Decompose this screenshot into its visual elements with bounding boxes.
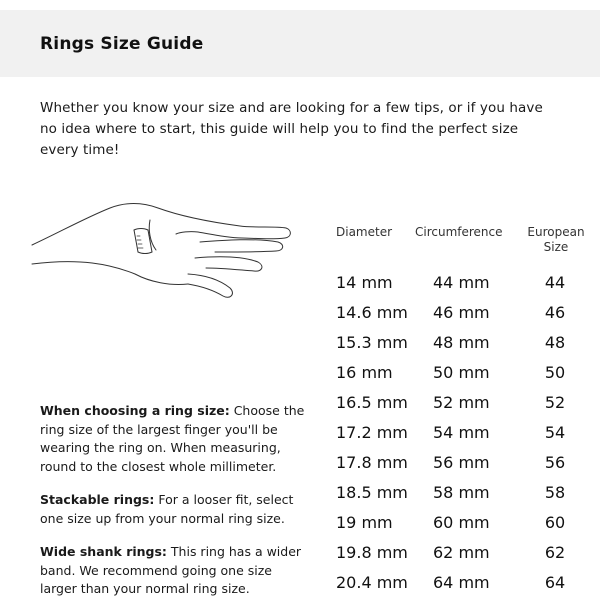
cell-diameter: 17.2 mm xyxy=(336,423,408,442)
header-european-line1: European xyxy=(527,225,585,239)
cell-diameter: 16.5 mm xyxy=(336,393,408,412)
cell-european-size: 54 xyxy=(544,423,566,442)
cell-diameter: 19.8 mm xyxy=(336,543,408,562)
cell-european-size: 56 xyxy=(544,453,566,472)
cell-diameter: 16 mm xyxy=(336,363,393,382)
tip-label: When choosing a ring size: xyxy=(40,403,230,418)
tip-stackable xyxy=(40,491,308,528)
cell-diameter: 17.8 mm xyxy=(336,453,408,472)
cell-diameter: 15.3 mm xyxy=(336,333,408,352)
cell-diameter: 18.5 mm xyxy=(336,483,408,502)
tip-text: This ring has a wider band. We recommend going one size larger than your normal ring size. xyxy=(40,544,302,596)
cell-european-size: 52 xyxy=(544,393,566,412)
cell-circumference: 56 mm xyxy=(433,453,490,472)
cell-diameter: 19 mm xyxy=(336,513,393,532)
tip-ring-size xyxy=(40,402,308,476)
tip-text: Choose the ring size of the largest finger you'll be wearing the ring on. When measuring, round to the closest whole millimeter. xyxy=(40,403,305,474)
cell-diameter: 14.6 mm xyxy=(336,303,408,322)
cell-european-size: 60 xyxy=(544,513,566,532)
tip-label: Wide shank rings: xyxy=(40,544,167,559)
cell-european-size: 62 xyxy=(544,543,566,562)
cell-circumference: 62 mm xyxy=(433,543,490,562)
table-row xyxy=(333,327,593,357)
cell-circumference: 44 mm xyxy=(433,273,490,292)
table-row xyxy=(333,387,593,417)
tip-wide-shank xyxy=(40,543,308,599)
cell-diameter: 20.4 mm xyxy=(336,573,408,592)
header-diameter: Diameter xyxy=(336,225,393,239)
tips-section xyxy=(40,402,308,600)
table-header xyxy=(333,225,593,267)
cell-european-size: 58 xyxy=(544,483,566,502)
page-title: Rings Size Guide xyxy=(40,34,204,54)
cell-circumference: 48 mm xyxy=(433,333,490,352)
table-row xyxy=(333,417,593,447)
table-body xyxy=(333,267,593,597)
cell-circumference: 54 mm xyxy=(433,423,490,442)
header-european-size xyxy=(521,225,591,255)
cell-european-size: 50 xyxy=(544,363,566,382)
size-table xyxy=(333,225,593,597)
page-header xyxy=(0,10,600,77)
cell-circumference: 58 mm xyxy=(433,483,490,502)
cell-circumference: 60 mm xyxy=(433,513,490,532)
table-row xyxy=(333,447,593,477)
intro-paragraph: Whether you know your size and are looking for a few tips, or if you have no idea where to start, this guide will help you to find the perfect size every time! xyxy=(40,100,543,158)
table-row xyxy=(333,477,593,507)
table-row xyxy=(333,537,593,567)
tip-label: Stackable rings: xyxy=(40,492,155,507)
cell-circumference: 52 mm xyxy=(433,393,490,412)
cell-european-size: 64 xyxy=(544,573,566,592)
table-row xyxy=(333,567,593,597)
cell-european-size: 44 xyxy=(544,273,566,292)
header-circumference: Circumference xyxy=(415,225,503,239)
hand-with-ring-illustration xyxy=(30,190,300,340)
cell-european-size: 46 xyxy=(544,303,566,322)
table-row xyxy=(333,357,593,387)
header-european-line2: Size xyxy=(543,240,569,254)
cell-circumference: 64 mm xyxy=(433,573,490,592)
tip-text: For a looser fit, select one size up from your normal ring size. xyxy=(40,492,294,526)
table-row xyxy=(333,507,593,537)
cell-circumference: 46 mm xyxy=(433,303,490,322)
cell-diameter: 14 mm xyxy=(336,273,393,292)
table-row xyxy=(333,297,593,327)
cell-circumference: 50 mm xyxy=(433,363,490,382)
cell-european-size: 48 xyxy=(544,333,566,352)
table-row xyxy=(333,267,593,297)
